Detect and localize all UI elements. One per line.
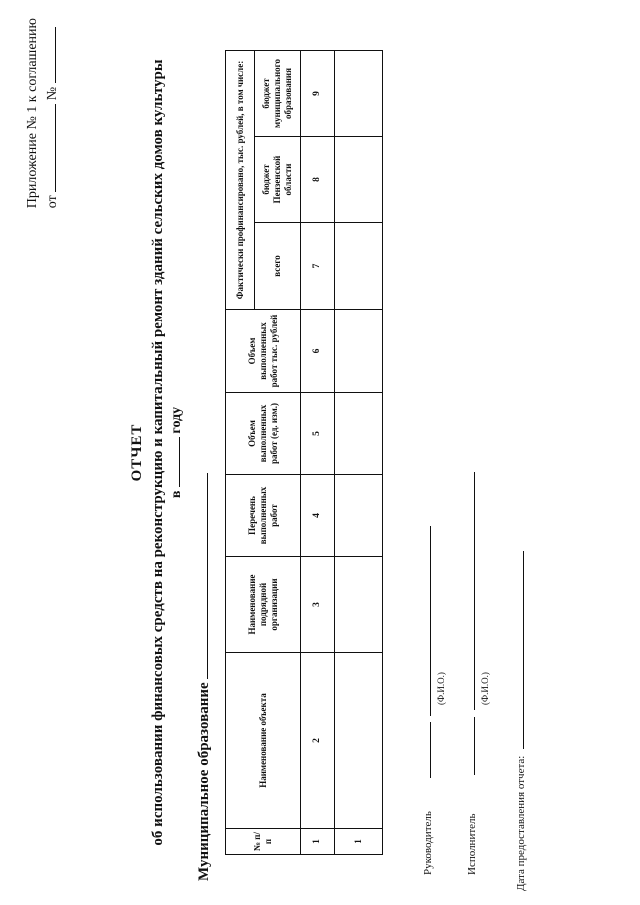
header-volume-units: Объем выполненных работ (ед. изм.) [226,393,301,475]
header-regional-budget: бюджет Пензенской области [255,137,301,223]
head-signature [420,526,434,875]
header-financed: Фактически профинансировано, тыс. рублей, в том числе: [226,51,255,310]
appendix-number-blank [42,27,56,83]
header-works-list: Перечень выполненных работ [226,475,301,557]
col-number: 8 [301,137,335,223]
executor-label: Исполнитель [466,813,478,875]
row-num: 1 [335,829,383,855]
table-row [335,51,383,855]
col-number: 9 [301,51,335,137]
table-cell [335,557,383,653]
head-label: Руководитель [422,811,434,875]
executor-name-line [464,472,475,710]
executor-signature [464,472,478,875]
header-num: № п/п [226,829,301,855]
year-prefix: в [169,490,184,499]
report-title: ОТЧЕТ [129,423,145,482]
appendix-line: Приложение № 1 к соглашению [25,18,40,209]
municipality-blank [194,473,208,679]
header-total: всего [255,223,301,310]
table-cell [335,51,383,137]
head-name-line [420,526,431,716]
table-cell [335,223,383,310]
appendix-note [24,18,62,208]
header-contractor: Наименование подрядной организации [226,557,301,653]
col-number: 5 [301,393,335,475]
header-volume-rub: Объем выполненных работ тыс. рублей [226,310,301,393]
report-table [225,50,383,855]
year-suffix: году [169,406,184,434]
col-number: 1 [301,829,335,855]
municipality-line [194,473,213,881]
appendix-date-blank [42,104,56,192]
col-number: 3 [301,557,335,653]
report-subtitle: об использовании финансовых средств на реконструкцию и капитальный ремонт зданий сельских домов культуры [150,59,166,846]
table-cell [335,475,383,557]
head-sign-line [420,722,431,778]
report-year-line [166,0,185,905]
head-fio-caption: (Ф.И.О.) [436,672,446,705]
table-cell [335,310,383,393]
executor-sign-line [464,717,475,775]
col-number: 7 [301,223,335,310]
report-date-line [513,551,527,891]
appendix-date-number-line [42,18,62,208]
report-date-label: Дата предоставления отчета: [515,755,527,891]
header-municipal-budget: бюджет муниципального образования [255,51,301,137]
appendix-from-label: от [45,195,60,209]
col-number: 2 [301,653,335,829]
col-number: 4 [301,475,335,557]
year-blank [166,437,180,487]
municipality-label: Муниципальное образование [196,682,212,881]
table-cell [335,653,383,829]
table-cell [335,393,383,475]
table-cell [335,137,383,223]
col-number: 6 [301,310,335,393]
executor-fio-caption: (Ф.И.О.) [480,672,490,705]
header-object-name: Наименование объекта [226,653,301,829]
report-date-blank [513,551,524,749]
appendix-number-sign: № [45,86,60,101]
